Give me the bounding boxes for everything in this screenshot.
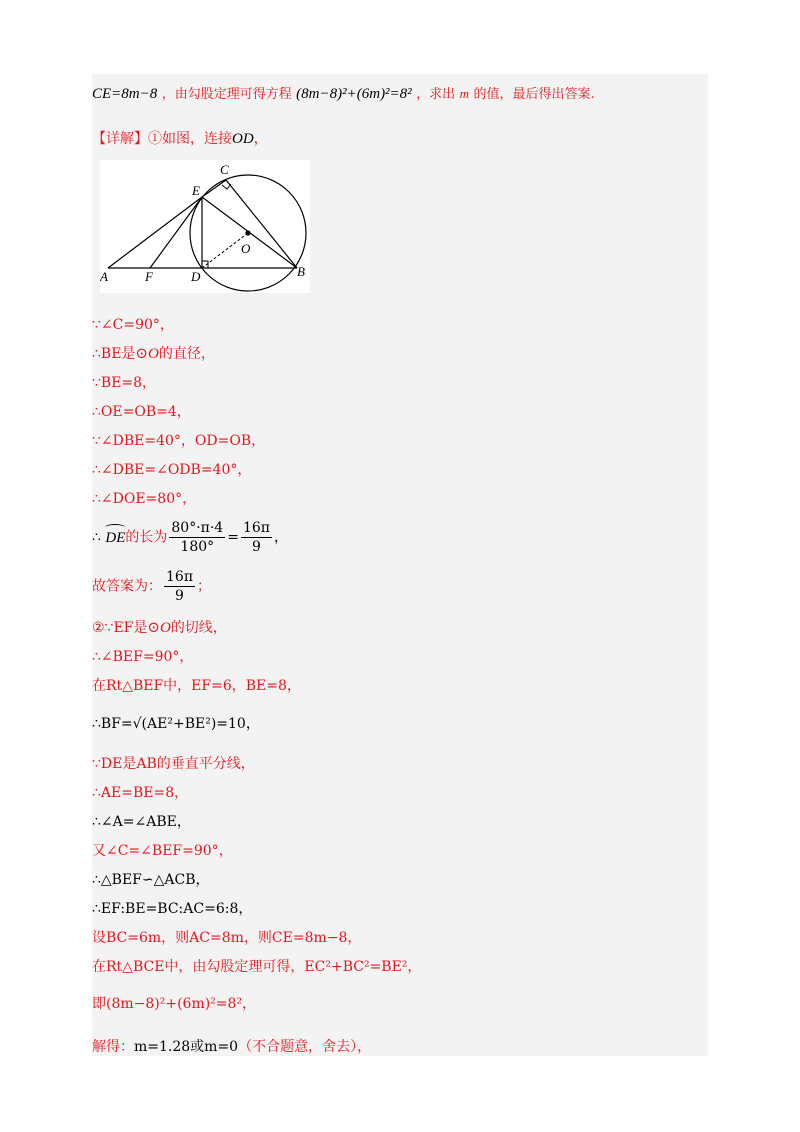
label-c: C — [220, 162, 229, 177]
answer-line: 故答案为： $\frac{16\pi}{9}$ ； — [92, 569, 212, 604]
part2-line-4: ∴BF=√(AE²+BE²)=10， — [92, 716, 260, 732]
label-d: D — [191, 269, 201, 284]
step-4: ∴OE=OB=4， — [92, 404, 191, 420]
arc-de: DE — [105, 529, 126, 546]
eq-main: (8m−8)²+(6m)²=8² — [296, 86, 412, 102]
step-2: ∴BE是⊙O的直径， — [92, 346, 215, 362]
var-m: m — [459, 86, 469, 101]
line-ae — [108, 197, 202, 268]
line-ec — [202, 180, 226, 197]
step-6: ∴∠DBE=∠ODB=40°， — [92, 462, 252, 478]
fraction-arc-length: $\frac{80^\circ\cdot\pi\cdot 4}{180^\circ}$ — [171, 520, 224, 555]
geometry-figure — [100, 160, 310, 293]
part2-line-12: 在Rt△BCE中，由勾股定理可得，EC²+BC²=BE²， — [92, 959, 422, 975]
part2-line-10: ∴EF:BE=BC:AC=6:8， — [92, 901, 253, 917]
hint-text-3: 的值，最后得出答案. — [473, 87, 595, 102]
detail-line — [92, 130, 268, 148]
eq-ce: CE=8m−8 — [92, 86, 158, 102]
part2-line-3: 在Rt△BEF中，EF=6，BE=8， — [92, 678, 301, 694]
label-b: B — [297, 264, 305, 279]
label-o: O — [241, 241, 251, 256]
part2-line-6: ∴AE=BE=8， — [92, 785, 189, 801]
label-a: A — [100, 269, 108, 284]
detail-comma: ， — [253, 131, 268, 147]
part2-line-8: 又∠C=∠BEF=90°， — [92, 843, 233, 859]
hint-text-2: ，求出 — [416, 87, 456, 102]
detail-text: ①如图，连接 — [148, 131, 232, 147]
fraction-answer: $\frac{16\pi}{9}$ — [166, 569, 194, 604]
step-3: ∵BE=8， — [92, 375, 157, 391]
part2-line-9: ∴△BEF∽△ACB， — [92, 872, 210, 888]
step-7: ∴∠DOE=80°， — [92, 491, 197, 507]
part2-line-7: ∴∠A=∠ABE， — [92, 814, 191, 830]
label-f: F — [145, 269, 153, 284]
step-5: ∵∠DBE=40°，OD=OB， — [92, 433, 266, 449]
part2-line-14: 解得：m=1.28或m=0（不合题意，舍去）， — [92, 1039, 372, 1055]
header-line — [92, 85, 595, 104]
point-o — [245, 230, 250, 235]
od-label: OD — [232, 131, 254, 147]
part2-line-13: 即(8m−8)²+(6m)²=8²， — [92, 996, 257, 1012]
fraction-result: $\frac{16\pi}{9}$ — [242, 520, 270, 555]
part2-line-11: 设BC=6m，则AC=8m，则CE=8m−8， — [92, 930, 362, 946]
step-1: ∵∠C=90°， — [92, 317, 174, 333]
part2-line-2: ∴∠BEF=90°， — [92, 649, 194, 665]
hint-text: ，由勾股定理可得方程 — [161, 87, 292, 102]
line-fe — [150, 197, 202, 268]
line-cb — [226, 180, 297, 268]
detail-tag: 【详解】 — [92, 131, 148, 147]
label-e: E — [192, 183, 200, 198]
part2-line-1: ②∵EF是⊙O的切线， — [92, 620, 227, 636]
step-8: ∴ DE的长为 $\frac{80^\circ\cdot\pi\cdot 4}{180^\circ}$ = $\frac{16\pi}{9}$ ， — [92, 520, 288, 555]
part2-line-5: ∵DE是AB的垂直平分线， — [92, 756, 255, 772]
